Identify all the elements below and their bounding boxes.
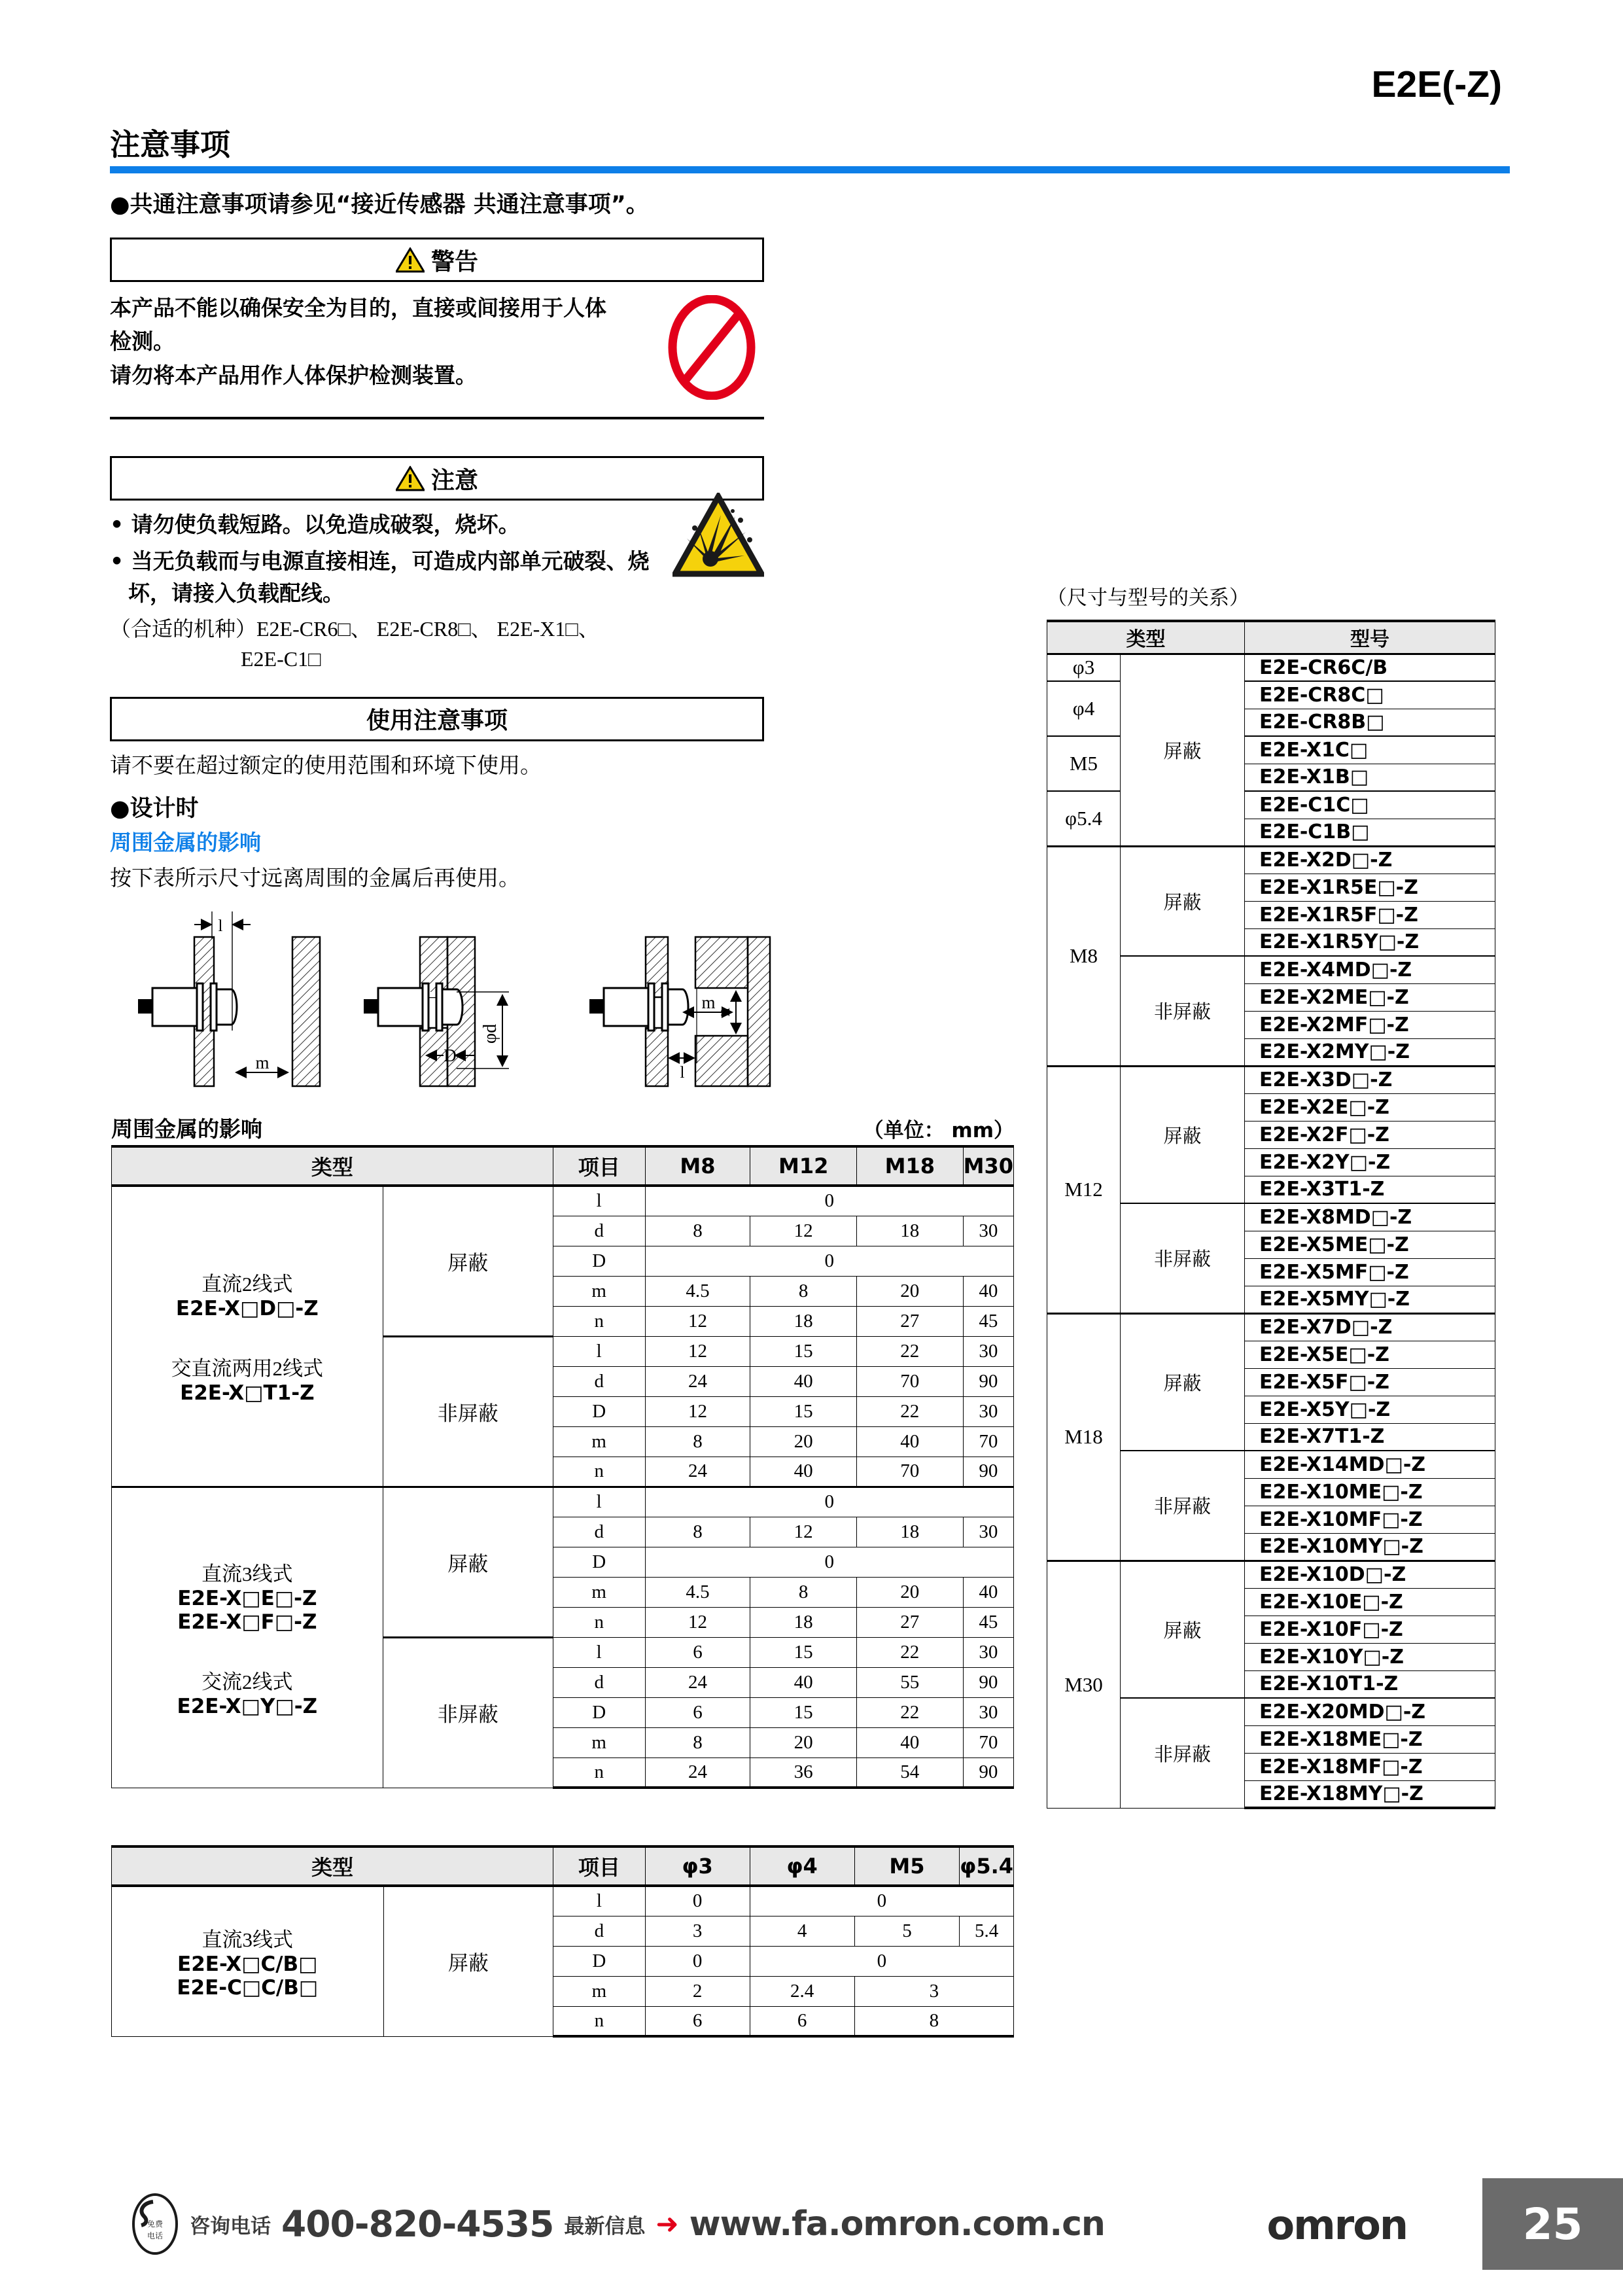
model-code: E2E-X2MF□-Z [1245,1011,1495,1038]
table1-type-cell-1: 直流2线式 E2E-X□D□-Z 交直流两用2线式 E2E-X□T1-Z [112,1186,383,1487]
model-size: M12 [1047,1066,1121,1313]
table-row [1047,736,1495,764]
small-size-table [111,1845,1014,2038]
table1-value: 6 [645,1637,750,1667]
table1-value: 15 [750,1637,857,1667]
table-row [112,1886,1014,1916]
model-code: E2E-X18MF□-Z [1245,1753,1495,1780]
table-row [112,1487,1014,1517]
table1-value: 12 [750,1216,857,1246]
model-size: M5 [1047,736,1121,791]
page-header [0,63,1623,106]
model-code: E2E-X10Y□-Z [1245,1643,1495,1670]
intro-bullet: ●共通注意事项请参见“接近传感器 共通注意事项”。 [110,192,649,218]
model-table-col-model: 型号 [1245,621,1495,654]
table2-value: 5.4 [960,1916,1014,1946]
table1-value: 15 [750,1336,857,1366]
table1-caption: 周围金属的影响 [111,1116,262,1142]
table1-value: 12 [645,1607,750,1637]
table1-item: d [553,1517,645,1547]
table2-value: 4 [750,1916,854,1946]
model-code: E2E-X18MY□-Z [1245,1780,1495,1808]
table1-col-m12: M12 [750,1146,857,1186]
model-code: E2E-X1C□ [1245,736,1495,764]
table1-value: 22 [856,1637,963,1667]
model-shield: 屏蔽 [1121,654,1245,846]
table1-col-type: 类型 [112,1146,553,1186]
model-code: E2E-CR6C/B [1245,654,1495,681]
table1-value: 90 [963,1366,1013,1396]
model-code: E2E-X10MY□-Z [1245,1533,1495,1561]
warning-line-2: 检测。 [110,328,175,355]
table1-value-merged: 0 [645,1186,1013,1216]
table1-value: 36 [750,1757,857,1788]
table1-value: 8 [645,1426,750,1457]
caution-list [110,508,669,674]
model-size: φ3 [1047,654,1121,681]
table1-value: 70 [856,1366,963,1396]
table2-value: 3 [645,1916,750,1946]
table-row [1047,681,1495,709]
svg-text:电话: 电话 [147,2231,164,2240]
table1-item: d [553,1667,645,1697]
website-url[interactable]: www.fa.omron.com.cn [689,2204,1105,2244]
model-code: E2E-X1B□ [1245,764,1495,791]
model-code: E2E-X1R5E□-Z [1245,874,1495,901]
model-code: E2E-X4MD□-Z [1245,956,1495,983]
table1-value: 45 [963,1607,1013,1637]
table1-item: m [553,1577,645,1607]
warning-line-1: 本产品不能以确保安全为目的，直接或间接用于人体 [110,295,606,321]
table1-value: 8 [750,1276,857,1306]
table1-value: 54 [856,1757,963,1788]
table1-value: 15 [750,1697,857,1727]
table1-value: 8 [645,1727,750,1757]
caution-models-line1: （合适的机种）E2E-CR6□、 E2E-CR8□、 E2E-X1□、 [110,616,599,641]
latest-info-label: 最新信息 [564,2214,646,2238]
model-code: E2E-CR8B□ [1245,709,1495,736]
table1-value: 20 [750,1727,857,1757]
table1-item: D [553,1547,645,1577]
table1-item: m [553,1727,645,1757]
warning-banner-label: 警告 [430,248,478,275]
caution-item: • 当无负载而与电源直接相连，可造成内部单元破裂、烧坏，请接入负载配线。 [110,545,669,610]
page-footer [0,2159,1623,2296]
table1-shield-cell: 非屏蔽 [383,1637,553,1788]
table1-item: d [553,1216,645,1246]
section-accent-rule [110,166,1510,173]
table1-value: 40 [963,1276,1013,1306]
table1-value: 8 [750,1577,857,1607]
table1-value: 27 [856,1607,963,1637]
section-heading [110,127,1510,173]
design-subheading: ●设计时 [110,796,199,822]
table2-col-type: 类型 [112,1846,553,1886]
page-number-badge [1482,2178,1623,2270]
table1-shield-cell: 屏蔽 [383,1186,553,1336]
table1-value: 30 [963,1216,1013,1246]
table2-col-phi3: φ3 [645,1846,750,1886]
caution-item: • 请勿使负载短路。以免造成破裂，烧坏。 [110,508,669,541]
svg-text:φd: φd [480,1023,500,1044]
footer-contact [131,2193,1105,2255]
table1-value-merged: 0 [645,1487,1013,1517]
table1-value: 24 [645,1667,750,1697]
svg-text:n: n [714,1008,733,1017]
table1-value: 18 [750,1607,857,1637]
table1-value: 40 [750,1457,857,1487]
table1-value: 30 [963,1517,1013,1547]
table1-item: n [553,1457,645,1487]
table1-unit: （单位： mm） [863,1119,1014,1142]
svg-text:m: m [701,993,716,1012]
model-code: E2E-X18ME□-Z [1245,1725,1495,1753]
table1-value: 22 [856,1396,963,1426]
caution-banner-label: 注意 [430,467,478,494]
model-size: M8 [1047,846,1121,1066]
model-shield: 非屏蔽 [1121,956,1245,1066]
table2-col-m5: M5 [854,1846,960,1886]
model-size: M18 [1047,1313,1121,1561]
table1-value-merged: 0 [645,1246,1013,1276]
svg-text:免费: 免费 [147,2219,164,2229]
model-size: φ5.4 [1047,791,1121,846]
table2-value-merged: 0 [750,1886,1013,1916]
table1-item: l [553,1186,645,1216]
table1-item: m [553,1426,645,1457]
table2-type-cell: 直流3线式 E2E-X□C/B□ E2E-C□C/B□ [112,1886,384,2036]
table1-value: 12 [750,1517,857,1547]
model-code: E2E-X2ME□-Z [1245,983,1495,1011]
surrounding-metal-mounting-diagram [121,900,821,1089]
model-code: E2E-X10MF□-Z [1245,1506,1495,1533]
model-shield: 屏蔽 [1121,1313,1245,1451]
metal-influence-table [111,1145,1014,1789]
warning-line-3: 请勿将本产品用作人体保护检测装置。 [110,362,477,388]
usage-intro: 请不要在超过额定的使用范围和环境下使用。 [110,754,542,778]
model-size: φ4 [1047,681,1121,736]
table2-col-phi4: φ4 [750,1846,854,1886]
table1-value: 90 [963,1667,1013,1697]
model-code: E2E-X10T1-Z [1245,1670,1495,1698]
table1-value: 70 [856,1457,963,1487]
model-code: E2E-X10F□-Z [1245,1616,1495,1643]
table2-value: 0 [645,1886,750,1916]
model-shield: 非屏蔽 [1121,1698,1245,1808]
table1-value: 70 [963,1727,1013,1757]
model-code: E2E-X3T1-Z [1245,1176,1495,1203]
table1-value: 6 [645,1697,750,1727]
table2-value: 6 [645,2006,750,2036]
model-code: E2E-X7T1-Z [1245,1423,1495,1451]
free-call-icon [131,2193,179,2255]
table1-value: 70 [963,1426,1013,1457]
model-table-header-row [1047,621,1495,654]
table1-type-cell-2: 直流3线式 E2E-X□E□-Z E2E-X□F□-Z 交流2线式 E2E-X□Y□-Z [112,1487,383,1788]
table2-value-merged: 3 [854,1976,1013,2006]
model-table-column [1047,581,1505,1809]
table1-header-row [112,1146,1014,1186]
table1-col-m8: M8 [645,1146,750,1186]
table1-value: 30 [963,1336,1013,1366]
table2-value: 6 [750,2006,854,2036]
model-code: E2E-X5Y□-Z [1245,1396,1495,1423]
model-code: E2E-X14MD□-Z [1245,1451,1495,1478]
table1-item: l [553,1336,645,1366]
table1-value: 55 [856,1667,963,1697]
table1-value: 18 [856,1517,963,1547]
table2-value-merged: 8 [854,2006,1013,2036]
table1-value: 4.5 [645,1577,750,1607]
table2-item: l [553,1886,645,1916]
model-code: E2E-X5F□-Z [1245,1368,1495,1396]
table1-item: n [553,1757,645,1788]
table1-item: l [553,1487,645,1517]
table2-header-row [112,1846,1014,1886]
caution-models [110,614,669,675]
table1-value: 30 [963,1637,1013,1667]
warning-triangle-icon [396,247,425,273]
table1-value: 15 [750,1396,857,1426]
model-code: E2E-X2MY□-Z [1245,1038,1495,1066]
table1-item: n [553,1607,645,1637]
model-code: E2E-X10D□-Z [1245,1561,1495,1588]
table1-value-merged: 0 [645,1547,1013,1577]
table1-value: 12 [645,1306,750,1336]
metal-influence-table-wrap [111,1145,1014,1789]
divider-rule [110,417,764,419]
svg-text:D: D [444,1046,457,1065]
explosion-icon [672,493,764,578]
table1-value: 90 [963,1757,1013,1788]
table2-item: n [553,2006,645,2036]
model-code: E2E-X1R5F□-Z [1245,901,1495,928]
table1-value: 20 [750,1426,857,1457]
table-row [1047,1066,1495,1093]
table1-item: n [553,1306,645,1336]
caution-models-line2: E2E-C1□ [241,647,321,671]
svg-text:l: l [680,1064,685,1082]
table1-item: d [553,1366,645,1396]
section-heading-text: 注意事项 [110,127,230,162]
table2-value-merged: 0 [750,1946,1013,1976]
table1-value: 30 [963,1697,1013,1727]
caution-body [110,508,764,674]
table1-item: l [553,1637,645,1667]
model-shield: 屏蔽 [1121,1066,1245,1203]
table1-value: 27 [856,1306,963,1336]
warning-triangle-icon [396,466,425,491]
svg-text:m: m [255,1053,270,1072]
table2-value: 2 [645,1976,750,2006]
table1-col-m30: M30 [963,1146,1013,1186]
table1-item: D [553,1396,645,1426]
table2-col-item: 项目 [553,1846,645,1886]
prohibition-icon [659,295,764,400]
table1-value: 8 [645,1216,750,1246]
table1-value: 4.5 [645,1276,750,1306]
metal-influence-subheading: 周围金属的影响 [110,830,261,856]
model-code: E2E-X10E□-Z [1245,1588,1495,1616]
omron-logo: omron [1266,2201,1407,2249]
table-row [1047,1313,1495,1341]
model-shield: 非屏蔽 [1121,1451,1245,1561]
warning-banner [110,238,764,282]
table-row [1047,791,1495,819]
table1-value: 24 [645,1457,750,1487]
table1-value: 40 [856,1727,963,1757]
model-code: E2E-C1B□ [1245,819,1495,846]
table1-col-m18: M18 [856,1146,963,1186]
model-code: E2E-X3D□-Z [1245,1066,1495,1093]
table-row [1047,1561,1495,1588]
model-code: E2E-X5MY□-Z [1245,1286,1495,1313]
table2-shield-cell: 屏蔽 [383,1886,553,2036]
table1-item: D [553,1697,645,1727]
model-code: E2E-X10ME□-Z [1245,1478,1495,1506]
table1-value: 8 [645,1517,750,1547]
consult-label: 咨询电话 [190,2214,271,2238]
table1-value: 12 [645,1396,750,1426]
model-shield: 屏蔽 [1121,1561,1245,1698]
model-code: E2E-X7D□-Z [1245,1313,1495,1341]
warning-body [110,291,764,400]
model-code: E2E-CR8C□ [1245,681,1495,709]
table1-value: 40 [750,1366,857,1396]
caution-banner [110,456,764,501]
warning-text [110,291,652,391]
left-column [110,190,764,896]
table1-col-item: 项目 [553,1146,645,1186]
model-code: E2E-X1R5Y□-Z [1245,928,1495,956]
table1-value: 20 [856,1276,963,1306]
model-code: E2E-X5MF□-Z [1245,1258,1495,1286]
table1-item: D [553,1246,645,1276]
table1-shield-cell: 屏蔽 [383,1487,553,1637]
table1-value: 45 [963,1306,1013,1336]
table2-item: D [553,1946,645,1976]
table2-value: 2.4 [750,1976,854,2006]
model-size: M30 [1047,1561,1121,1808]
table1-value: 22 [856,1336,963,1366]
table1-value: 18 [750,1306,857,1336]
model-table-col-type: 类型 [1047,621,1245,654]
model-code: E2E-X2D□-Z [1245,846,1495,874]
table2-item: m [553,1976,645,2006]
model-code: E2E-X2Y□-Z [1245,1148,1495,1176]
usage-banner-label: 使用注意事项 [366,707,508,735]
table1-value: 40 [963,1577,1013,1607]
table2-col-phi54: φ5.4 [960,1846,1014,1886]
table1-caption-row [111,1112,1014,1143]
model-code: E2E-C1C□ [1245,791,1495,819]
table1-value: 40 [856,1426,963,1457]
table1-value: 30 [963,1396,1013,1426]
table1-shield-cell: 非屏蔽 [383,1336,553,1487]
table1-value: 22 [856,1697,963,1727]
table2-item: d [553,1916,645,1946]
table-row [1047,654,1495,681]
usage-banner [110,697,764,741]
model-relation-table [1047,620,1495,1809]
table1-value: 18 [856,1216,963,1246]
metal-influence-paragraph: 按下表所示尺寸远离周围的金属后再使用。 [110,867,520,891]
table2-value: 0 [645,1946,750,1976]
svg-text:l: l [218,917,223,935]
table1-value: 90 [963,1457,1013,1487]
arrow-right-icon: ➜ [655,2208,679,2239]
phone-number[interactable]: 400-820-4535 [281,2203,554,2245]
table1-value: 12 [645,1336,750,1366]
table2-value: 5 [854,1916,960,1946]
table1-value: 40 [750,1667,857,1697]
model-code: E2E-X5ME□-Z [1245,1231,1495,1258]
model-table-caption: （尺寸与型号的关系） [1047,586,1249,610]
model-code: E2E-X2F□-Z [1245,1121,1495,1148]
model-code: E2E-X20MD□-Z [1245,1698,1495,1725]
product-title: E2E(-Z) [1371,63,1502,105]
table-row [112,1186,1014,1216]
table1-value: 20 [856,1577,963,1607]
model-code: E2E-X5E□-Z [1245,1341,1495,1368]
table1-value: 24 [645,1366,750,1396]
table1-item: m [553,1276,645,1306]
model-code: E2E-X8MD□-Z [1245,1203,1495,1231]
small-size-table-wrap [111,1845,1014,2038]
model-shield: 非屏蔽 [1121,1203,1245,1313]
table1-value: 24 [645,1757,750,1788]
page-number: 25 [1522,2199,1583,2250]
model-code: E2E-X2E□-Z [1245,1093,1495,1121]
model-shield: 屏蔽 [1121,846,1245,956]
table-row [1047,846,1495,874]
